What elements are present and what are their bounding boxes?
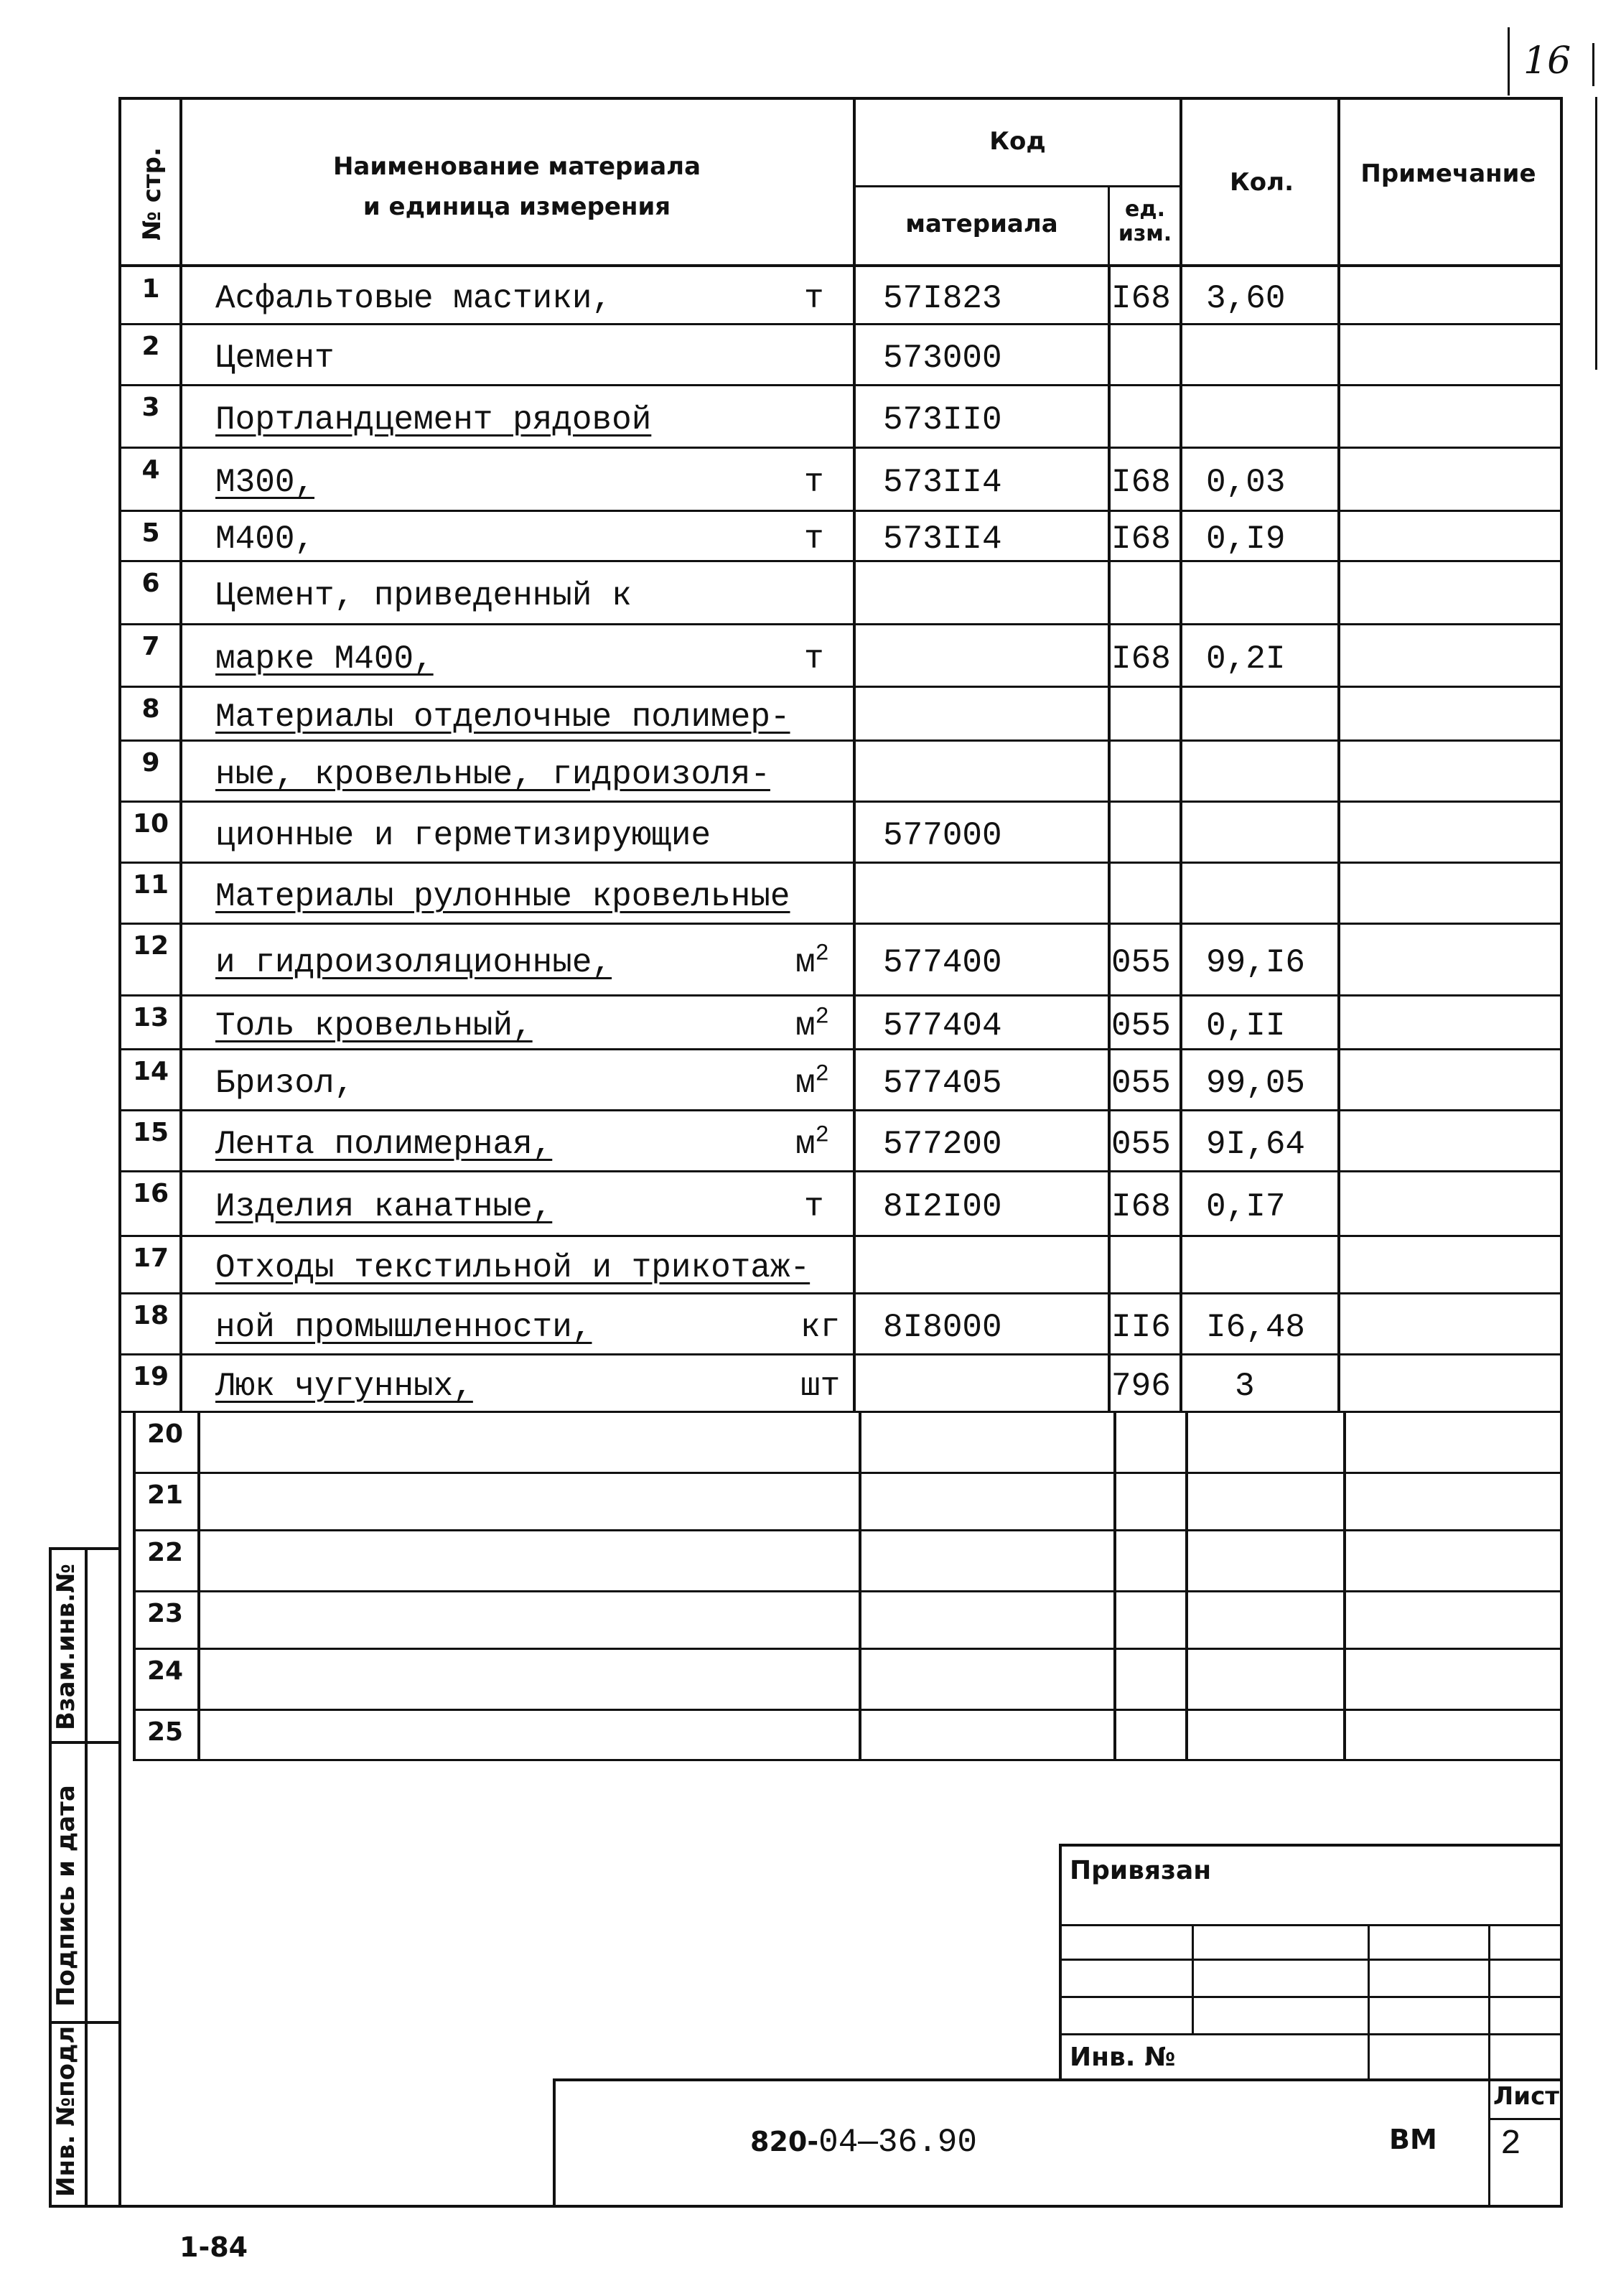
row-quantity: 9I,64 bbox=[1206, 1126, 1306, 1163]
row-number: 4 bbox=[141, 455, 160, 485]
row-unit-text: кг bbox=[800, 1309, 841, 1346]
row-number: 3 bbox=[141, 393, 160, 422]
row-unit-text: т bbox=[804, 640, 824, 678]
header-qty: Кол. bbox=[1230, 168, 1294, 197]
row-number: 19 bbox=[132, 1362, 169, 1391]
document-code-prefix: 820- bbox=[750, 2126, 819, 2157]
row-unit bbox=[795, 1121, 829, 1163]
row-material-name: Материалы рулонные кровельные bbox=[215, 878, 790, 915]
right-edge-line bbox=[1595, 97, 1597, 370]
row-number: 10 bbox=[132, 809, 169, 839]
row-material-name: Изделия канатные, bbox=[215, 1188, 553, 1226]
row-unit-code: 055 bbox=[1111, 1126, 1171, 1163]
row-unit-code: I68 bbox=[1111, 1188, 1171, 1226]
row-quantity: 3,60 bbox=[1206, 280, 1286, 317]
row-unit-text: т bbox=[804, 1188, 824, 1226]
row-separator bbox=[118, 1048, 1563, 1050]
row-unit-superscript: 2 bbox=[815, 940, 829, 967]
header-note: Примечание bbox=[1360, 159, 1536, 188]
row-material-code: 8I8000 bbox=[883, 1309, 1002, 1346]
row-material-name: Портландцемент рядовой bbox=[215, 401, 652, 439]
row-material-name: Цемент bbox=[215, 340, 335, 377]
row-unit-text: т bbox=[804, 464, 824, 501]
row-unit bbox=[795, 940, 829, 981]
row-material-code: 573II0 bbox=[883, 401, 1002, 439]
row-material-name: ные, кровельные, гидроизоля- bbox=[215, 756, 770, 793]
side-inv-podl-label: Инв. №подл bbox=[52, 2025, 80, 2197]
row-separator bbox=[118, 1235, 1563, 1237]
row-quantity: 3 bbox=[1235, 1368, 1255, 1405]
row-material-code: 577405 bbox=[883, 1065, 1002, 1102]
row-number: 8 bbox=[141, 694, 160, 724]
footer-code: 1-84 bbox=[179, 2231, 248, 2263]
row-unit-code: I68 bbox=[1111, 464, 1171, 501]
side-vzam-label: Взам.инв.№ bbox=[52, 1564, 80, 1730]
row-unit-code: II6 bbox=[1111, 1309, 1171, 1346]
row-unit-code: 055 bbox=[1111, 1007, 1171, 1045]
row-number: 17 bbox=[132, 1243, 169, 1273]
row-material-name: М400, bbox=[215, 521, 315, 558]
row-separator bbox=[133, 1648, 1563, 1650]
row-quantity: 99,I6 bbox=[1206, 944, 1306, 981]
row-number: 2 bbox=[141, 332, 160, 361]
row-material-name: М300, bbox=[215, 464, 315, 501]
row-unit bbox=[800, 1368, 840, 1405]
row-number: 23 bbox=[146, 1599, 184, 1628]
row-number: 21 bbox=[146, 1480, 184, 1510]
privyazan-label: Привязан bbox=[1070, 1856, 1212, 1885]
row-material-code: 573II4 bbox=[883, 521, 1002, 558]
row-separator bbox=[118, 739, 1563, 742]
row-material-name: Асфальтовые мастики, bbox=[215, 280, 612, 317]
sheet-corner-number: 16 bbox=[1523, 39, 1571, 83]
row-unit-text: шт bbox=[800, 1368, 841, 1405]
row-separator bbox=[118, 323, 1563, 325]
row-material-name: Толь кровельный, bbox=[215, 1007, 533, 1045]
header-code: Код bbox=[989, 127, 1046, 156]
row-quantity: 0,2I bbox=[1206, 640, 1286, 678]
row-unit bbox=[804, 280, 824, 317]
row-number: 7 bbox=[141, 632, 160, 661]
row-separator bbox=[133, 1529, 1563, 1531]
row-material-name: Материалы отделочные полимер- bbox=[215, 699, 790, 736]
row-quantity: 99,05 bbox=[1206, 1065, 1306, 1102]
row-unit-text: м bbox=[795, 1126, 816, 1163]
document-code-rest: 04—36.90 bbox=[818, 2124, 977, 2161]
row-material-code: 573000 bbox=[883, 340, 1002, 377]
row-unit bbox=[800, 1309, 840, 1346]
row-quantity: I6,48 bbox=[1206, 1309, 1306, 1346]
row-material-code: 8I2I00 bbox=[883, 1188, 1002, 1226]
row-number: 18 bbox=[132, 1301, 169, 1330]
row-unit bbox=[795, 1003, 829, 1045]
row-separator bbox=[118, 560, 1563, 562]
row-material-code: 573II4 bbox=[883, 464, 1002, 501]
row-number: 6 bbox=[141, 569, 160, 598]
row-unit-text: т bbox=[804, 280, 824, 317]
row-unit-code: 055 bbox=[1111, 1065, 1171, 1102]
row-material-code: 577200 bbox=[883, 1126, 1002, 1163]
row-separator bbox=[118, 686, 1563, 688]
row-material-name: Лента полимерная, bbox=[215, 1126, 553, 1163]
header-code-unit-text: ед. изм. bbox=[1118, 197, 1172, 246]
row-unit bbox=[804, 640, 824, 678]
row-unit-text: м bbox=[795, 1065, 816, 1102]
row-material-name: Цемент, приведенный к bbox=[215, 577, 632, 615]
row-separator bbox=[118, 510, 1563, 512]
inv-no-label: Инв. № bbox=[1070, 2043, 1176, 2072]
row-unit-code: 796 bbox=[1111, 1368, 1171, 1405]
row-material-name: ционные и герметизирующие bbox=[215, 817, 711, 854]
row-number: 22 bbox=[146, 1538, 184, 1567]
row-unit bbox=[804, 521, 824, 558]
corner-divider bbox=[1508, 27, 1510, 95]
row-separator bbox=[118, 1353, 1563, 1355]
document-code bbox=[750, 2124, 977, 2161]
row-number: 25 bbox=[146, 1717, 184, 1747]
row-material-code: 577400 bbox=[883, 944, 1002, 981]
row-quantity: 0,I7 bbox=[1206, 1188, 1286, 1226]
row-separator bbox=[118, 384, 1563, 386]
row-material-name: Бризол, bbox=[215, 1065, 355, 1102]
header-code-unit bbox=[1109, 197, 1181, 246]
row-separator bbox=[118, 623, 1563, 625]
sheet-number: 2 bbox=[1500, 2125, 1521, 2164]
row-number: 1 bbox=[141, 274, 160, 304]
row-number: 12 bbox=[132, 931, 169, 961]
row-material-name: ной промышленности, bbox=[215, 1309, 592, 1346]
row-unit-code: I68 bbox=[1111, 640, 1171, 678]
row-unit-superscript: 2 bbox=[815, 1003, 829, 1030]
sheet-label: Лист bbox=[1493, 2082, 1559, 2111]
row-unit bbox=[804, 1188, 824, 1226]
row-separator bbox=[133, 1709, 1563, 1711]
row-material-code: 57I823 bbox=[883, 280, 1002, 317]
row-quantity: 0,03 bbox=[1206, 464, 1286, 501]
header-code-material: материала bbox=[905, 210, 1058, 238]
row-number: 14 bbox=[132, 1057, 169, 1086]
row-material-name: и гидроизоляционные, bbox=[215, 944, 612, 981]
document-type: ВМ bbox=[1389, 2124, 1437, 2155]
header-name-line2: и единица измерения bbox=[363, 192, 671, 221]
row-quantity: 0,II bbox=[1206, 1007, 1286, 1045]
row-separator bbox=[118, 801, 1563, 803]
corner-divider-right bbox=[1592, 43, 1594, 86]
row-unit-text: м bbox=[795, 1007, 816, 1045]
row-unit-code: 055 bbox=[1111, 944, 1171, 981]
row-separator bbox=[133, 1472, 1563, 1474]
row-number: 13 bbox=[132, 1003, 169, 1032]
row-material-code: 577404 bbox=[883, 1007, 1002, 1045]
row-separator bbox=[118, 1109, 1563, 1111]
row-unit bbox=[804, 464, 824, 501]
row-unit-superscript: 2 bbox=[815, 1060, 829, 1088]
row-separator bbox=[133, 1590, 1563, 1592]
row-number: 20 bbox=[146, 1419, 184, 1449]
row-number: 24 bbox=[146, 1656, 184, 1686]
row-unit-code: I68 bbox=[1111, 280, 1171, 317]
row-material-name: Люк чугунных, bbox=[215, 1368, 473, 1405]
row-number: 5 bbox=[141, 518, 160, 548]
row-unit-text: т bbox=[804, 521, 824, 558]
header-row-no: № стр. bbox=[138, 147, 167, 241]
row-number: 9 bbox=[141, 748, 160, 778]
row-material-code: 577000 bbox=[883, 817, 1002, 854]
row-separator bbox=[118, 1292, 1563, 1294]
row-number: 11 bbox=[132, 870, 169, 900]
row-separator bbox=[118, 447, 1563, 449]
row-separator bbox=[118, 1170, 1563, 1172]
side-podpis-label: Подпись и дата bbox=[52, 1785, 80, 2007]
header-name-line1: Наименование материала bbox=[332, 152, 701, 181]
row-separator bbox=[133, 1759, 1563, 1761]
row-unit-code: I68 bbox=[1111, 521, 1171, 558]
row-number: 16 bbox=[132, 1179, 169, 1208]
row-material-name: марке М400, bbox=[215, 640, 434, 678]
row-quantity: 0,I9 bbox=[1206, 521, 1286, 558]
row-unit bbox=[795, 1060, 829, 1102]
row-separator bbox=[118, 994, 1563, 997]
row-unit-text: м bbox=[795, 944, 816, 981]
row-material-name: Отходы текстильной и трикотаж- bbox=[215, 1249, 810, 1287]
row-separator bbox=[118, 862, 1563, 864]
row-number: 15 bbox=[132, 1118, 169, 1147]
row-unit-superscript: 2 bbox=[815, 1121, 829, 1149]
row-separator bbox=[118, 1411, 1563, 1413]
row-separator bbox=[118, 923, 1563, 925]
